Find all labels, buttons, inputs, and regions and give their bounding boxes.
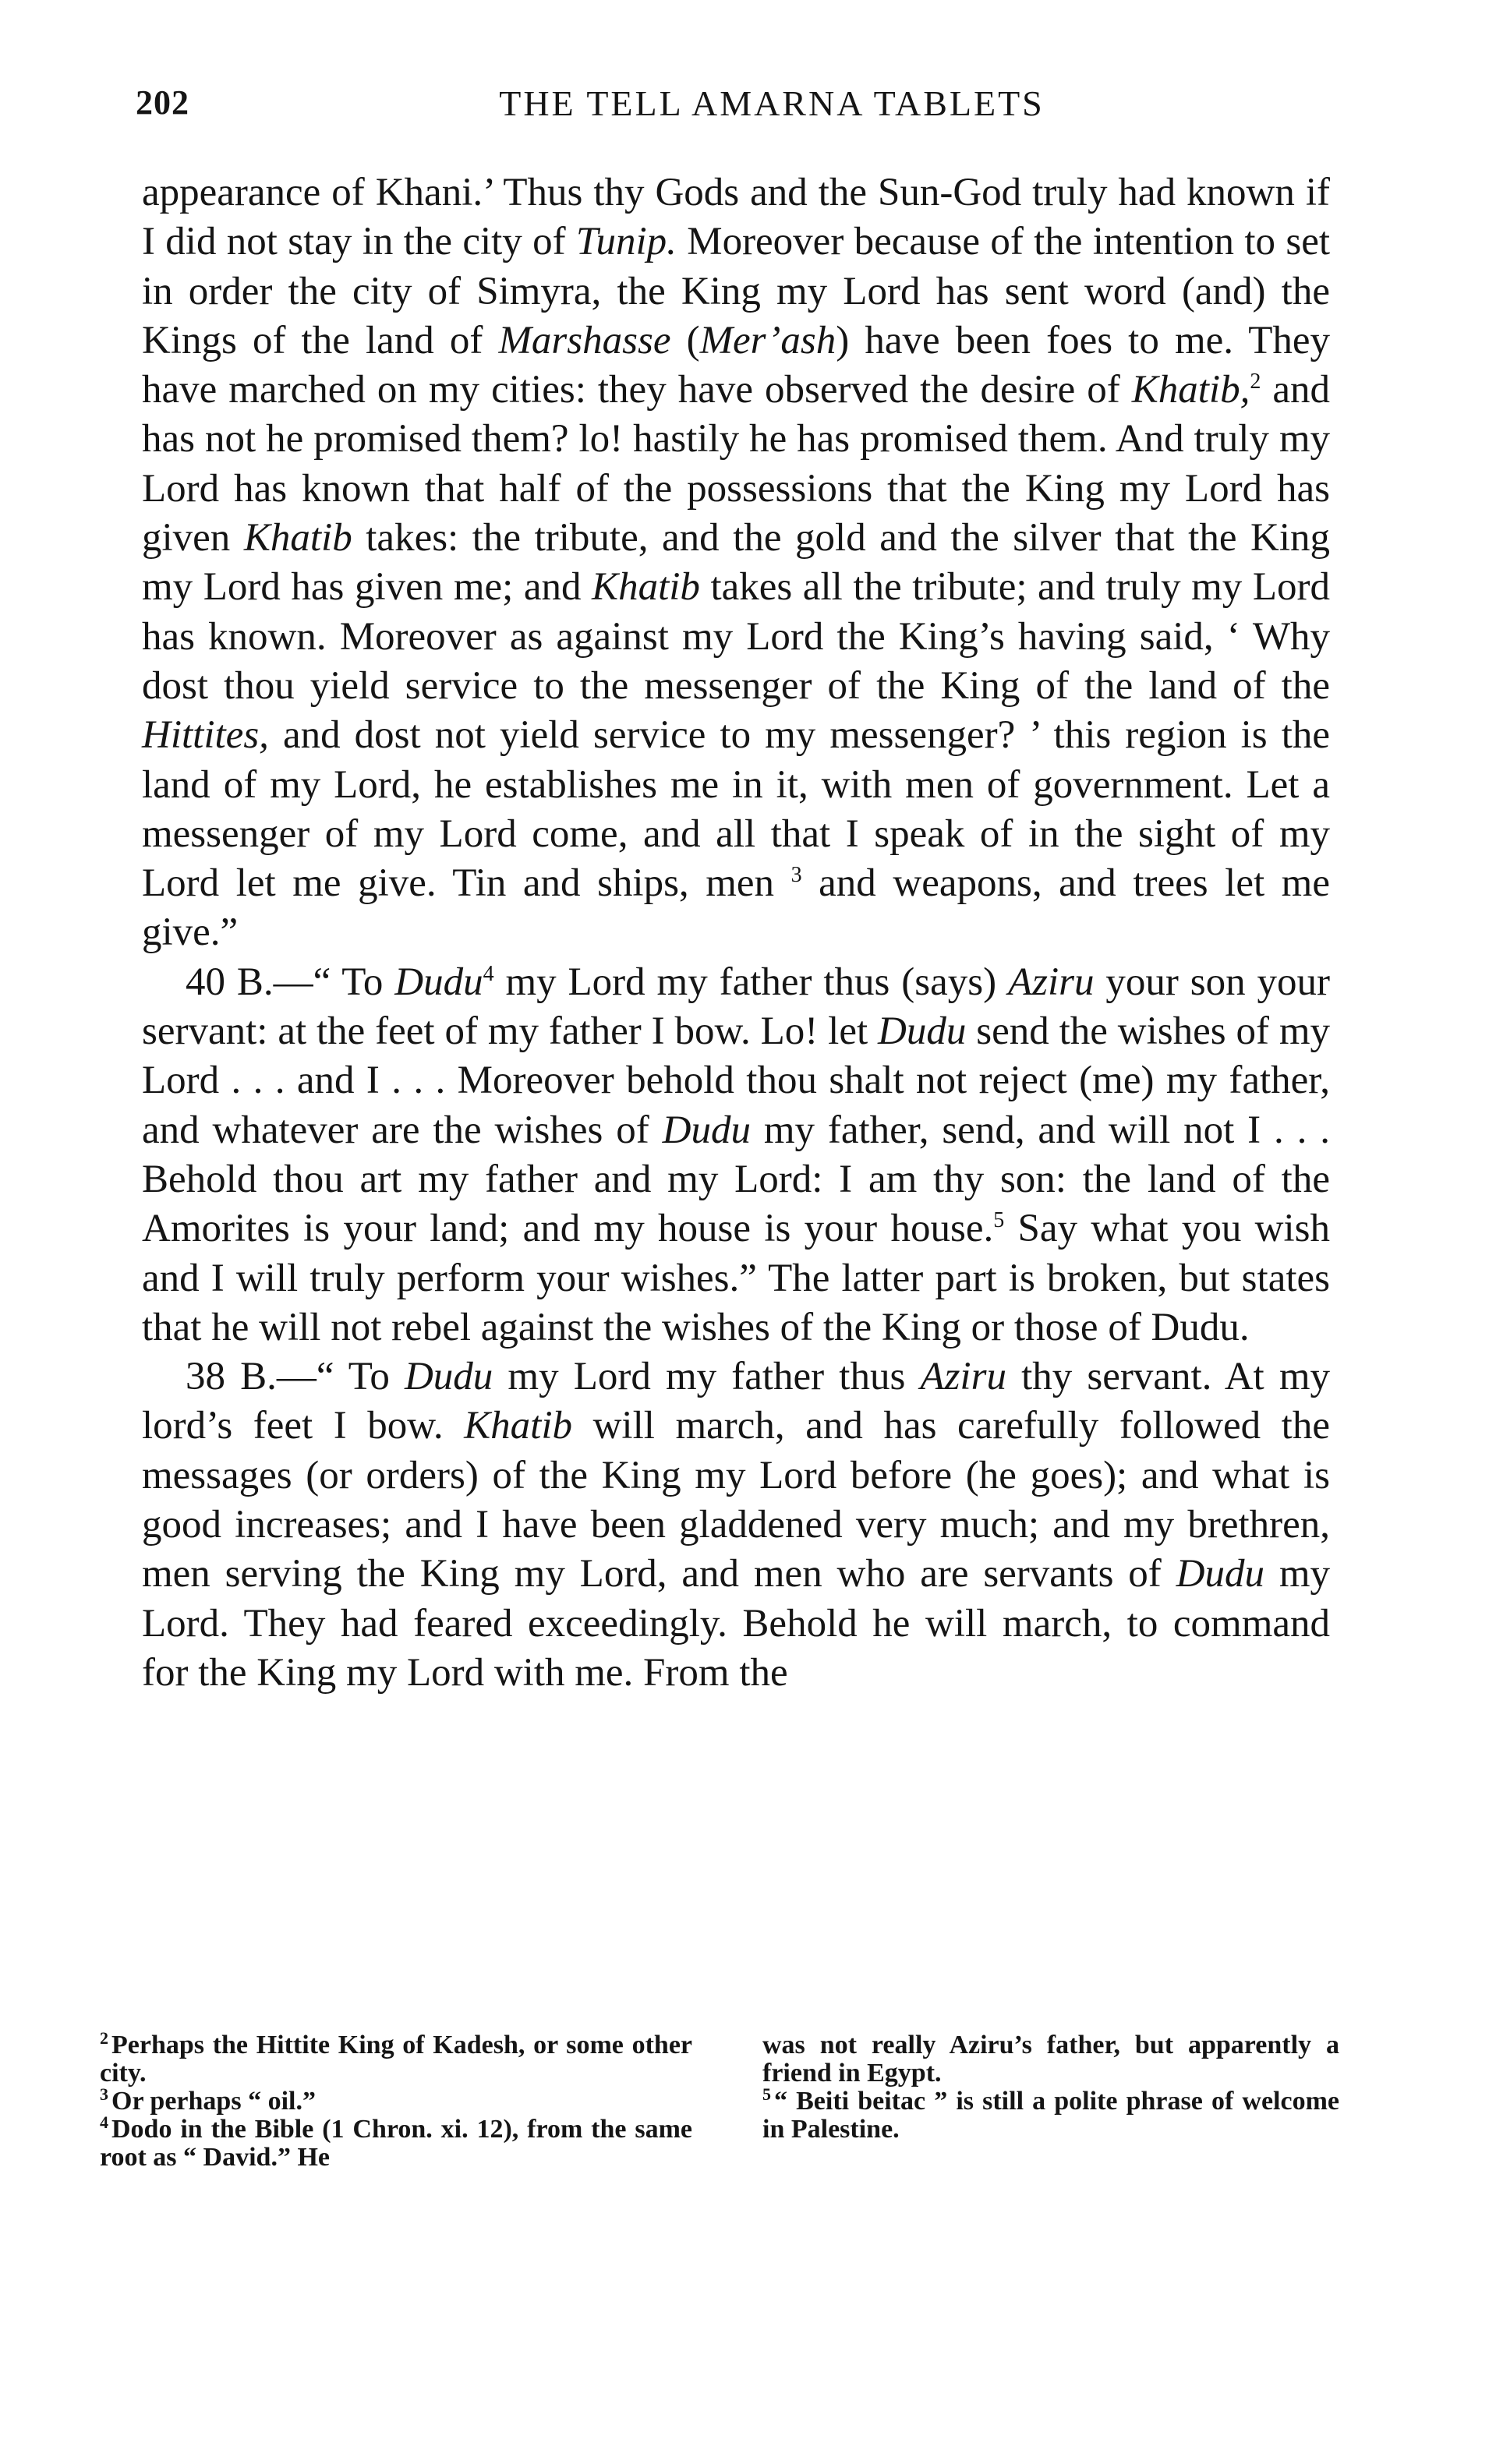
footnote-marker: 4: [483, 961, 494, 986]
running-head: THE TELL AMARNA TABLETS: [499, 83, 1045, 123]
text-run: send the wishes of my Lord . . . and I . . . Moreover behold thou shalt not reject (me) my father, and whatever are the wishes of: [142, 1009, 1330, 1152]
footnote-marker: 3: [790, 863, 802, 888]
footnote-marker: 5: [993, 1208, 1005, 1233]
main-text: [142, 168, 1330, 1698]
footnote: [100, 2084, 692, 2116]
italic-term: Khatib: [464, 1404, 573, 1448]
text-run: will march, and has carefully followed the messages (or orders) of the King my Lord before (he goes); and what is good increases; and I have been gladdened very much; and my brethren, men serving the King my Lord, and men who are servants of: [142, 1404, 1330, 1596]
italic-term: Tunip.: [575, 220, 677, 264]
text-run: my Lord. They had feared exceedingly. Behold he will march, to command for the King my Lord with me. From the: [142, 1552, 1331, 1695]
text-run: appearance of Khani.’ Thus thy Gods and the Sun-God truly had known if I did not stay in the city of: [142, 171, 1330, 264]
text-run: (: [670, 318, 700, 362]
italic-term: Dudu: [1176, 1552, 1264, 1596]
text-run: 38 B.—“ To: [186, 1355, 405, 1399]
italic-term: Dudu: [878, 1009, 967, 1054]
text-run: thy servant. At my lord’s feet I bow.: [142, 1355, 1330, 1448]
paragraph: [142, 958, 1330, 1352]
footnote-text: “ Beiti beitac ” is still a polite phrase of welcome in Palestine.: [762, 2087, 1339, 2144]
footnote: [762, 2084, 1339, 2144]
text-run: your son your servant: at the feet of my father I bow. Lo! let: [142, 960, 1330, 1054]
footnote-text: Or perhaps “ oil.”: [111, 2087, 316, 2116]
text-run: takes all the tribute; and truly my Lord has known. Moreover as against my Lord the King’s having said, ‘ Why dost thou yield service to the messenger of the King of the land of the: [142, 565, 1330, 708]
italic-term: Hittites,: [142, 713, 269, 758]
footnotes: [100, 2027, 1339, 2172]
text-run: my Lord my father thus: [493, 1355, 921, 1399]
text-run: Moreover because of the intention to set in order the city of Simyra, the King my Lord has sent word (and) the Kings of the land of: [142, 220, 1330, 362]
paragraph: [142, 1352, 1330, 1698]
italic-term: Dudu: [394, 960, 483, 1004]
footnote-number: 3: [100, 2084, 108, 2104]
footnote-number: 5: [762, 2084, 771, 2104]
text-run: and has not he promised them? lo! hastily he has promised them. And truly my Lord has known that half of the possessions that the King my Lord has given: [142, 368, 1330, 560]
footnote-number: 4: [100, 2112, 108, 2132]
footnote: [100, 2112, 692, 2172]
text-run: 40 B.—“ To: [186, 960, 395, 1004]
italic-term: Dudu: [662, 1108, 751, 1152]
text-run: ) have been foes to me. They have marched on my cities: they have observed the desire of: [142, 318, 1330, 412]
italic-term: Khatib: [243, 516, 352, 560]
text-run: Say what you wish and I will truly perform your wishes.” The latter part is broken, but states that he will not rebel against the wishes of the King or those of Dudu.: [142, 1207, 1330, 1349]
italic-term: Khatib: [592, 565, 700, 610]
text-run: my father, send, and will not I . . . Behold thou art my father and my Lord: I am thy son: the land of the Amorites is your land; and my house is your house.: [142, 1108, 1331, 1251]
paragraph: [142, 168, 1330, 958]
italic-term: Aziru: [1007, 960, 1095, 1004]
footnote: [100, 2027, 692, 2088]
italic-term: Mer’ash: [699, 318, 836, 362]
text-run: and weapons, and trees let me give.”: [142, 861, 1330, 955]
footnote-continued: [762, 2031, 1339, 2088]
footnote-number: 2: [100, 2027, 108, 2048]
footnote-text: Perhaps the Hittite King of Kadesh, or some other city.: [100, 2031, 692, 2088]
footnote-column-left: [100, 2027, 692, 2172]
italic-term: Aziru: [920, 1355, 1006, 1399]
page-number: 202: [136, 83, 189, 122]
italic-term: Khatib,: [1131, 368, 1250, 412]
italic-term: Dudu: [404, 1355, 493, 1399]
text-run: and dost not yield service to my messenger? ’ this region is the land of my Lord, he establishes me in it, with men of government. Let a messenger of my Lord come, and all that I speak of in the sight of my Lord let me give. Tin and ships, men: [142, 713, 1330, 906]
page-header: [125, 83, 1341, 129]
italic-term: Marshasse: [498, 318, 671, 362]
footnote-text: was not really Aziru’s father, but apparently a friend in Egypt.: [762, 2031, 1339, 2088]
footnote-text: Dodo in the Bible (1 Chron. xi. 12), from the same root as “ David.” He: [100, 2115, 692, 2172]
footnote-column-right: [762, 2031, 1339, 2172]
text-run: takes: the tribute, and the gold and the silver that the King my Lord has given me; and: [142, 516, 1330, 610]
text-run: my Lord my father thus (says): [493, 960, 1008, 1004]
footnote-marker: 2: [1250, 369, 1261, 394]
